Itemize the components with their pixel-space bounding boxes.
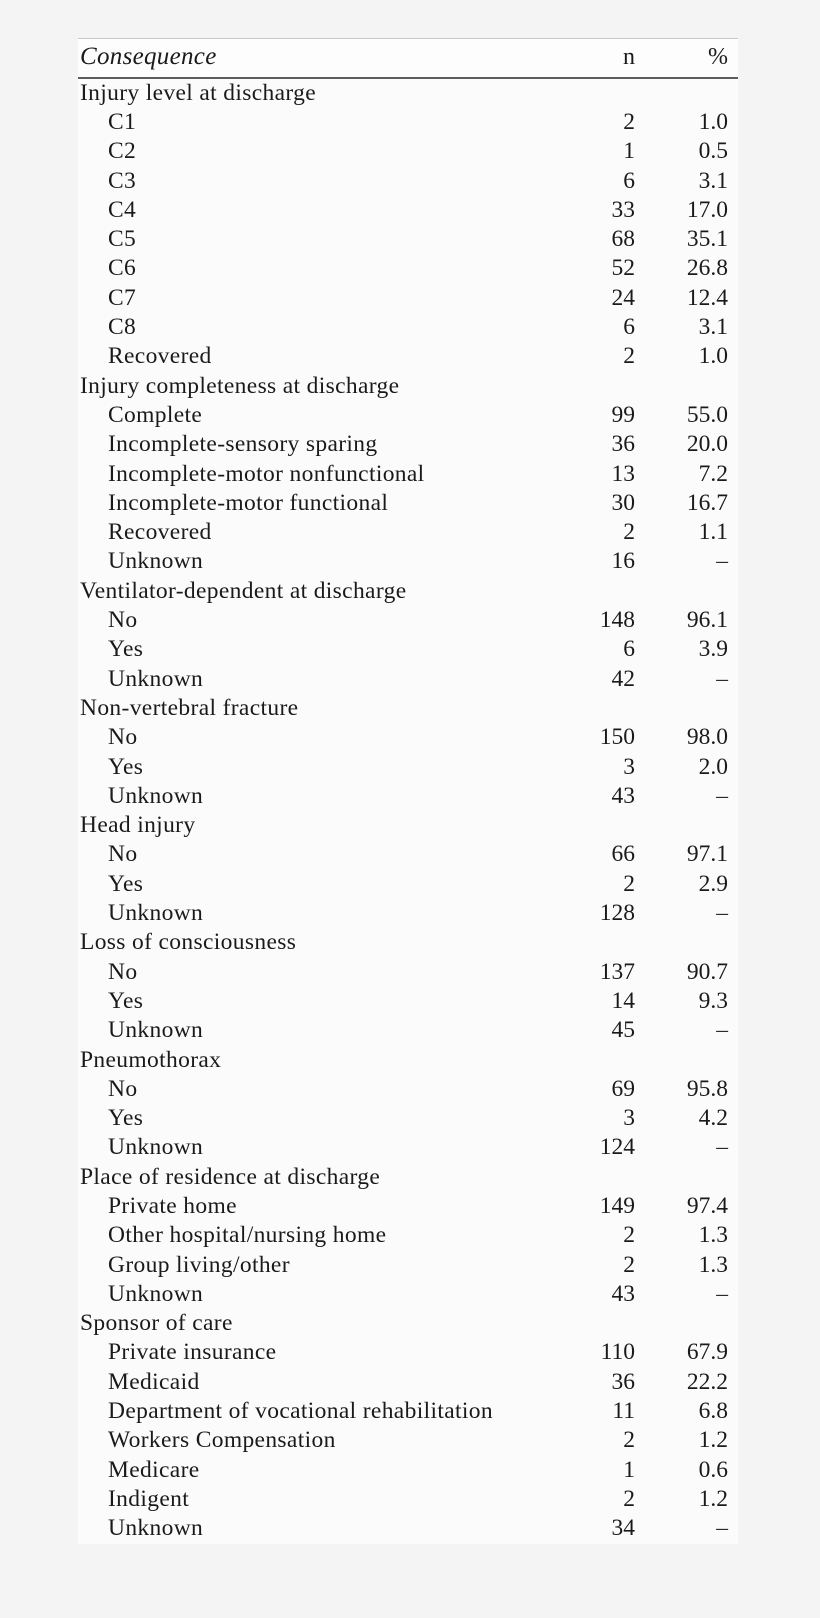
row-percent-value: –	[716, 665, 728, 692]
row-label: C3	[108, 167, 137, 194]
row-count-value: 24	[611, 284, 635, 311]
row-count-value	[548, 928, 643, 957]
row-percent-value: 3.9	[698, 636, 728, 663]
row-label: Yes	[108, 870, 144, 897]
table-row	[78, 1426, 738, 1455]
row-percent-value: 7.2	[698, 460, 728, 487]
table-row	[78, 518, 738, 547]
group-label: Place of residence at discharge	[80, 1163, 381, 1190]
row-percent-value: –	[716, 782, 728, 809]
row-count-value: 33	[611, 196, 635, 223]
group-label: Pneumothorax	[80, 1046, 222, 1073]
table-row	[78, 284, 738, 313]
row-label: Department of vocational rehabilitation	[108, 1398, 493, 1425]
row-count-value: 148	[599, 607, 635, 634]
row-count-value: 6	[623, 636, 635, 663]
group-label: Injury completeness at discharge	[80, 372, 400, 399]
row-count-value: 14	[611, 987, 635, 1014]
table-row	[78, 987, 738, 1016]
row-label: Yes	[108, 987, 144, 1014]
row-percent-value: 1.0	[698, 109, 728, 135]
row-label: No	[108, 1075, 138, 1102]
row-count-value: 3	[623, 753, 635, 780]
row-count-value: 42	[611, 665, 635, 692]
row-count-value	[548, 694, 643, 723]
table-group-row	[78, 1046, 738, 1075]
table-group-row	[78, 811, 738, 840]
row-count-value	[548, 577, 643, 606]
row-count-value: 68	[611, 226, 635, 253]
table-row	[78, 547, 738, 576]
row-count-value: 52	[611, 255, 635, 282]
table-header	[78, 39, 738, 79]
table-group-row	[78, 1163, 738, 1192]
table-row	[78, 753, 738, 782]
column-header-consequence: Consequence	[78, 39, 548, 79]
table-row	[78, 1221, 738, 1250]
row-percent-value: 1.1	[698, 519, 728, 546]
table-row	[78, 1104, 738, 1133]
table-group-row	[78, 694, 738, 723]
table-row	[78, 1016, 738, 1045]
table-group-row	[78, 577, 738, 606]
row-percent-value	[643, 811, 738, 840]
row-percent-value: 67.9	[686, 1339, 728, 1366]
row-label: Other hospital/nursing home	[108, 1222, 387, 1249]
row-count-value	[548, 78, 643, 108]
row-percent-value: 16.7	[686, 489, 728, 516]
row-label: Unknown	[108, 548, 204, 575]
row-label: Incomplete-sensory sparing	[108, 431, 378, 458]
row-count-value	[548, 1163, 643, 1192]
row-percent-value: 97.1	[686, 841, 728, 868]
row-count-value: 3	[623, 1105, 635, 1132]
row-count-value: 2	[623, 519, 635, 546]
row-percent-value: 35.1	[686, 226, 728, 253]
row-percent-value: 9.3	[698, 987, 728, 1014]
row-percent-value: 3.1	[698, 314, 728, 341]
row-percent-value: 95.8	[686, 1075, 728, 1102]
row-label: C6	[108, 255, 137, 282]
table-header-row	[78, 39, 738, 79]
table-row	[78, 1456, 738, 1485]
table-row	[78, 1251, 738, 1280]
row-count-value: 13	[611, 460, 635, 487]
row-count-value: 66	[611, 841, 635, 868]
row-count-value: 99	[611, 401, 635, 428]
group-label: Injury level at discharge	[80, 80, 317, 106]
row-percent-value: –	[716, 1280, 728, 1307]
row-count-value	[548, 1309, 643, 1338]
row-label: Unknown	[108, 782, 204, 809]
table-group-row	[78, 78, 738, 108]
row-label: Incomplete-motor functional	[108, 489, 389, 516]
row-label: No	[108, 958, 138, 985]
row-count-value: 1	[623, 1456, 635, 1483]
table-row	[78, 342, 738, 371]
table-row	[78, 899, 738, 928]
row-label: C8	[108, 314, 137, 341]
row-count-value: 128	[599, 900, 635, 927]
row-count-value	[548, 811, 643, 840]
table-row	[78, 313, 738, 342]
row-count-value	[548, 372, 643, 401]
table-row	[78, 108, 738, 137]
row-label: C1	[108, 109, 137, 135]
row-count-value: 43	[611, 1280, 635, 1307]
row-count-value: 16	[611, 548, 635, 575]
row-label: No	[108, 724, 138, 751]
row-label: Recovered	[108, 519, 212, 546]
row-percent-value: –	[716, 1134, 728, 1161]
row-percent-value: 6.8	[698, 1398, 728, 1425]
row-label: Recovered	[108, 343, 212, 370]
row-label: Unknown	[108, 1017, 204, 1044]
table-row	[78, 840, 738, 869]
row-label: Yes	[108, 636, 144, 663]
row-count-value: 2	[623, 343, 635, 370]
column-header-percent: %	[643, 39, 738, 79]
row-count-value: 137	[599, 958, 635, 985]
table-row	[78, 1368, 738, 1397]
table-row	[78, 665, 738, 694]
table-row	[78, 870, 738, 899]
row-label: Private home	[108, 1192, 237, 1219]
row-percent-value: 0.6	[698, 1456, 728, 1483]
table-row	[78, 167, 738, 196]
row-percent-value: –	[716, 1515, 728, 1542]
table-group-row	[78, 372, 738, 401]
row-percent-value: 0.5	[698, 138, 728, 165]
row-label: Private insurance	[108, 1339, 277, 1366]
row-percent-value: 55.0	[686, 401, 728, 428]
row-percent-value	[643, 1046, 738, 1075]
row-label: C4	[108, 196, 137, 223]
table-row	[78, 1338, 738, 1367]
row-count-value: 2	[623, 1222, 635, 1249]
row-percent-value	[643, 694, 738, 723]
row-percent-value: 1.0	[698, 343, 728, 370]
table-row	[78, 430, 738, 459]
row-label: Indigent	[108, 1485, 190, 1512]
row-percent-value: 2.0	[698, 753, 728, 780]
row-label: Unknown	[108, 665, 204, 692]
row-percent-value: 1.3	[698, 1251, 728, 1278]
row-label: No	[108, 841, 138, 868]
row-percent-value: 17.0	[686, 196, 728, 223]
group-label: Ventilator-dependent at discharge	[80, 577, 407, 604]
row-percent-value: 96.1	[686, 607, 728, 634]
row-count-value: 30	[611, 489, 635, 516]
row-label: Complete	[108, 401, 203, 428]
row-percent-value	[643, 372, 738, 401]
table-row	[78, 1075, 738, 1104]
row-label: C7	[108, 284, 137, 311]
row-label: Workers Compensation	[108, 1427, 336, 1454]
row-count-value: 69	[611, 1075, 635, 1102]
row-count-value: 2	[623, 1427, 635, 1454]
table-row	[78, 1514, 738, 1543]
statistics-table-container	[78, 38, 738, 1544]
table-row	[78, 958, 738, 987]
row-count-value: 2	[623, 1485, 635, 1512]
row-percent-value	[643, 928, 738, 957]
table-row	[78, 401, 738, 430]
row-percent-value: 26.8	[686, 255, 728, 282]
row-label: Yes	[108, 753, 144, 780]
table-row	[78, 723, 738, 752]
table-row	[78, 1397, 738, 1426]
row-percent-value: 20.0	[686, 431, 728, 458]
table-row	[78, 782, 738, 811]
row-count-value	[548, 1046, 643, 1075]
row-count-value: 1	[623, 138, 635, 165]
row-percent-value: 22.2	[686, 1368, 728, 1395]
row-label: Medicare	[108, 1456, 200, 1483]
row-count-value: 36	[611, 431, 635, 458]
row-percent-value: 1.2	[698, 1427, 728, 1454]
group-label: Loss of consciousness	[80, 929, 297, 956]
column-header-n: n	[548, 39, 643, 79]
table-row	[78, 460, 738, 489]
table-row	[78, 635, 738, 664]
row-label: Unknown	[108, 1515, 204, 1542]
row-label: Unknown	[108, 1280, 204, 1307]
table-body	[78, 78, 738, 1544]
row-percent-value	[643, 1309, 738, 1338]
table-row	[78, 1485, 738, 1514]
row-label: Incomplete-motor nonfunctional	[108, 460, 425, 487]
row-percent-value: 12.4	[686, 284, 728, 311]
row-count-value: 36	[611, 1368, 635, 1395]
row-count-value: 150	[599, 724, 635, 751]
row-count-value: 110	[600, 1339, 635, 1366]
row-count-value: 11	[612, 1398, 635, 1425]
row-percent-value	[643, 1163, 738, 1192]
row-count-value: 45	[611, 1017, 635, 1044]
row-count-value: 2	[623, 870, 635, 897]
row-label: C5	[108, 226, 137, 253]
row-percent-value	[643, 577, 738, 606]
row-label: Group living/other	[108, 1251, 290, 1278]
table-group-row	[78, 1309, 738, 1338]
row-percent-value: –	[716, 548, 728, 575]
row-percent-value: 1.2	[698, 1485, 728, 1512]
table-row	[78, 489, 738, 518]
row-label: Unknown	[108, 1134, 204, 1161]
row-label: Medicaid	[108, 1368, 200, 1395]
row-percent-value: 98.0	[686, 724, 728, 751]
row-label: C2	[108, 138, 137, 165]
row-count-value: 6	[623, 167, 635, 194]
row-percent-value: –	[716, 1017, 728, 1044]
row-count-value: 34	[611, 1515, 635, 1542]
row-percent-value: 4.2	[698, 1105, 728, 1132]
row-percent-value: –	[716, 900, 728, 927]
table-row	[78, 1133, 738, 1162]
row-label: Yes	[108, 1105, 144, 1132]
row-count-value: 149	[599, 1192, 635, 1219]
row-label: Unknown	[108, 900, 204, 927]
table-row	[78, 196, 738, 225]
row-count-value: 2	[623, 109, 635, 135]
table-row	[78, 225, 738, 254]
table-row	[78, 1192, 738, 1221]
table-row	[78, 606, 738, 635]
row-count-value: 2	[623, 1251, 635, 1278]
row-percent-value: 90.7	[686, 958, 728, 985]
table-row	[78, 1280, 738, 1309]
group-label: Non-vertebral fracture	[80, 694, 299, 721]
row-count-value: 43	[611, 782, 635, 809]
consequence-table	[78, 38, 738, 1544]
row-percent-value: 2.9	[698, 870, 728, 897]
group-label: Sponsor of care	[80, 1310, 233, 1337]
table-row	[78, 137, 738, 166]
table-row	[78, 254, 738, 283]
table-group-row	[78, 928, 738, 957]
row-count-value: 124	[599, 1134, 635, 1161]
group-label: Head injury	[80, 812, 196, 839]
row-percent-value: 3.1	[698, 167, 728, 194]
row-label: No	[108, 607, 138, 634]
row-percent-value: 1.3	[698, 1222, 728, 1249]
row-percent-value	[643, 78, 738, 108]
row-percent-value: 97.4	[686, 1192, 728, 1219]
row-count-value: 6	[623, 314, 635, 341]
